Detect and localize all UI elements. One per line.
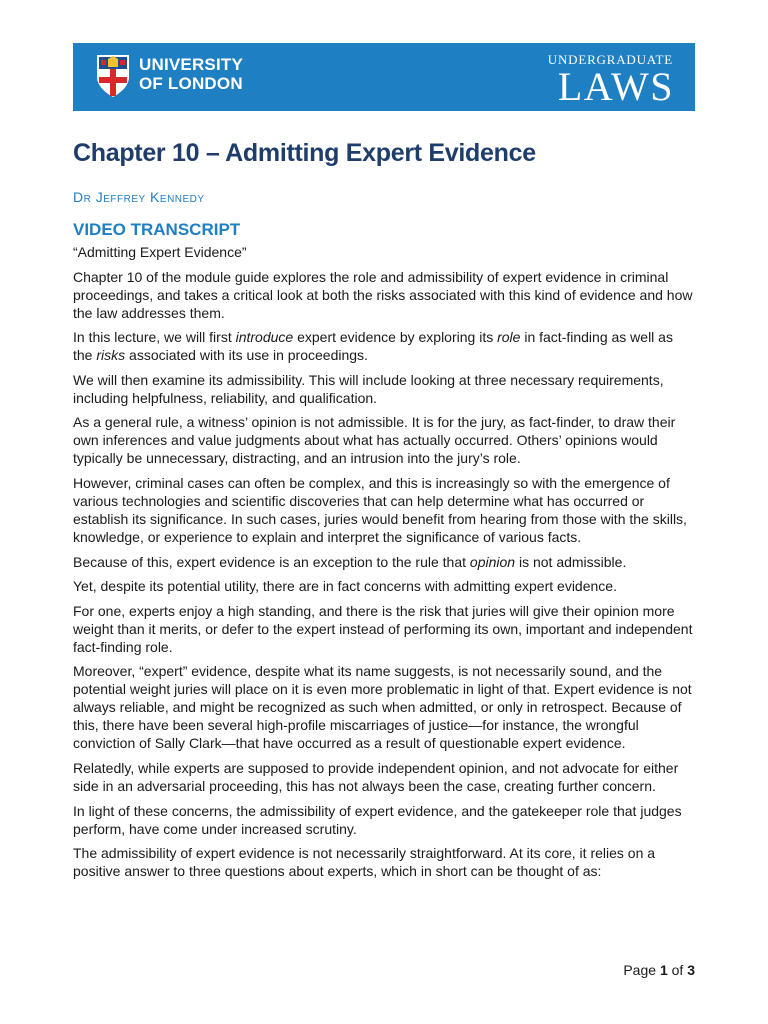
paragraph-text: Because of this, expert evidence is an exception to the rule that [73, 553, 470, 570]
page-current: 1 [659, 962, 668, 978]
transcript-paragraph: In light of these concerns, the admissibility of expert evidence, and the gatekeeper role that judges perform, have come under increased scrutiny. [73, 802, 682, 837]
paragraph-text: expert evidence by exploring its [293, 329, 498, 346]
page-word: Page [623, 962, 657, 978]
of-word: of [671, 962, 684, 978]
transcript-paragraph [73, 328, 695, 364]
transcript-paragraph: Yet, despite its potential utility, there are in fact concerns with admitting expert evidence. [73, 578, 617, 595]
program-small-label: UNDERGRADUATE [547, 52, 673, 67]
transcript-paragraph: Relatedly, while experts are supposed to provide independent opinion, and not advocate for either side in an adversarial proceeding, this has not always been the case, creating further concern. [73, 759, 679, 794]
university-shield-icon [95, 53, 131, 99]
page-number [623, 962, 695, 978]
paragraph-text: is not admissible. [515, 553, 627, 570]
emphasis-text: role [497, 329, 521, 346]
transcript-paragraph: The admissibility of expert evidence is not necessarily straightforward. At its core, it relies on a positive answer to three questions about experts, which in short can be thought of as: [73, 845, 656, 880]
paragraph-text: In this lecture, we will first [73, 329, 236, 346]
section-heading: VIDEO TRANSCRIPT [73, 220, 241, 239]
header-banner [73, 43, 695, 111]
document-title: Chapter 10 – Admitting Expert Evidence [73, 139, 536, 167]
transcript-paragraph: For one, experts enjoy a high standing, and there is the risk that juries will give their opinion more weight than it merits, or defer to the expert instead of performing its own, important and independent fact-finding role. [73, 602, 693, 655]
document-author: Dr Jeffrey Kennedy [73, 189, 205, 205]
program-large-label: LAWS [557, 64, 674, 109]
emphasis-text: risks [96, 347, 126, 364]
transcript-paragraph: However, criminal cases can often be complex, and this is increasingly so with the emergence of various technologies and scientific discoveries that can help determine what has occurred or establish its significance. In such cases, juries would benefit from hearing from those with the skills, knowledge, or experience to explain and interpret the significance of various facts. [73, 474, 687, 545]
paragraph-text: associated with its use in proceedings. [125, 347, 368, 364]
transcript-paragraph: Chapter 10 of the module guide explores the role and admissibility of expert evidence in criminal proceedings, and takes a critical look at both the risks associated with this kind of evidence and how the law addresses them. [73, 268, 693, 321]
transcript-paragraph: “Admitting Expert Evidence” [73, 244, 247, 260]
university-line-2: OF LONDON [139, 74, 243, 93]
transcript-paragraph: As a general rule, a witness’ opinion is not admissible. It is for the jury, as fact-finder, to draw their own inferences and value judgments about what has actually occurred. Others’ opinions would typically be unnecessary, distracting, and an intrusion into the jury’s role. [73, 414, 676, 467]
transcript-paragraph: Moreover, “expert” evidence, despite what its name suggests, is not necessarily sound, and the potential weight juries will place on it is even more problematic in light of that. Expert evidence is not always reliable, and might be recognized as such when admitted, or only in retrospect. Because of this, there have been several high-profile miscarriages of justice—for instance, the wrongful conviction of Sally Clark—that have occurred as a result of questionable expert evidence. [73, 663, 692, 752]
emphasis-text: introduce [235, 329, 294, 346]
transcript-paragraph [73, 553, 695, 571]
university-wordmark [139, 55, 243, 93]
transcript-body [73, 243, 695, 880]
paragraph-text: in fact-finding as well as the [73, 329, 673, 364]
university-line-1: UNIVERSITY [139, 55, 244, 74]
transcript-paragraph: We will then examine its admissibility. This will include looking at three necessary requirements, including helpfulness, reliability, and qualification. [73, 371, 664, 406]
document-content [73, 136, 695, 887]
page-total: 3 [687, 962, 695, 978]
emphasis-text: opinion [469, 553, 516, 570]
